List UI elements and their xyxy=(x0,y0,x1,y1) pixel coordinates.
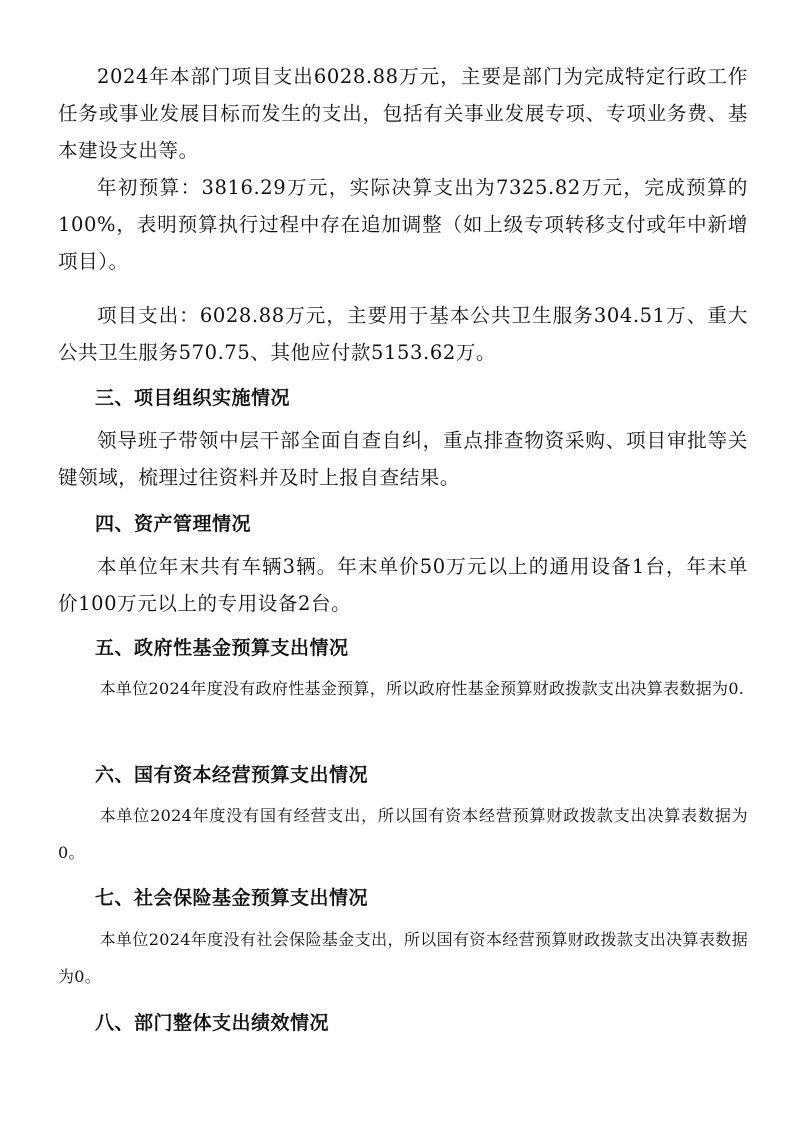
paragraph-self-inspection: 领导班子带领中层干部全面自查自纠，重点排查物资采购、项目审批等关键领域，梳理过往资料并及时上报自查结果。 xyxy=(58,429,748,489)
heading-social-insurance: 七、社会保险基金预算支出情况 xyxy=(95,887,369,909)
paragraph-project-expenditure: 2024年本部门项目支出6028.88万元，主要是部门为完成特定行政工作任务或事业发展目标而发生的支出，包括有关事业发展专项、专项业务费、基本建设支出等。 xyxy=(58,65,748,162)
heading-state-capital: 六、国有资本经营预算支出情况 xyxy=(95,764,369,786)
heading-performance: 八、部门整体支出绩效情况 xyxy=(95,1012,330,1034)
heading-project-implementation: 三、项目组织实施情况 xyxy=(95,387,291,409)
heading-asset-management: 四、资产管理情况 xyxy=(95,513,252,535)
paragraph-assets: 本单位年末共有车辆3辆。年末单价50万元以上的通用设备1台，年末单价100万元以上的专用设备2台。 xyxy=(58,555,748,615)
paragraph-government-fund: 本单位2024年度没有政府性基金预算，所以政府性基金预算财政拨款支出决算表数据为0. xyxy=(99,679,745,698)
paragraph-state-capital: 本单位2024年度没有国有经营支出，所以国有资本经营预算财政拨款支出决算表数据为0。 xyxy=(58,806,748,862)
paragraph-social-insurance: 本单位2024年度没有社会保险基金支出，所以国有资本经营预算财政拨款支出决算表数据为0。 xyxy=(58,930,748,986)
heading-government-fund: 五、政府性基金预算支出情况 xyxy=(95,637,349,659)
paragraph-project-breakdown: 项目支出：6028.88万元，主要用于基本公共卫生服务304.51万、重大公共卫生服务570.75、其他应付款5153.62万。 xyxy=(58,304,748,364)
paragraph-budget-execution: 年初预算：3816.29万元，实际决算支出为7325.82万元，完成预算的100%，表明预算执行过程中存在追加调整（如上级专项转移支付或年中新增项目）。 xyxy=(58,176,748,273)
